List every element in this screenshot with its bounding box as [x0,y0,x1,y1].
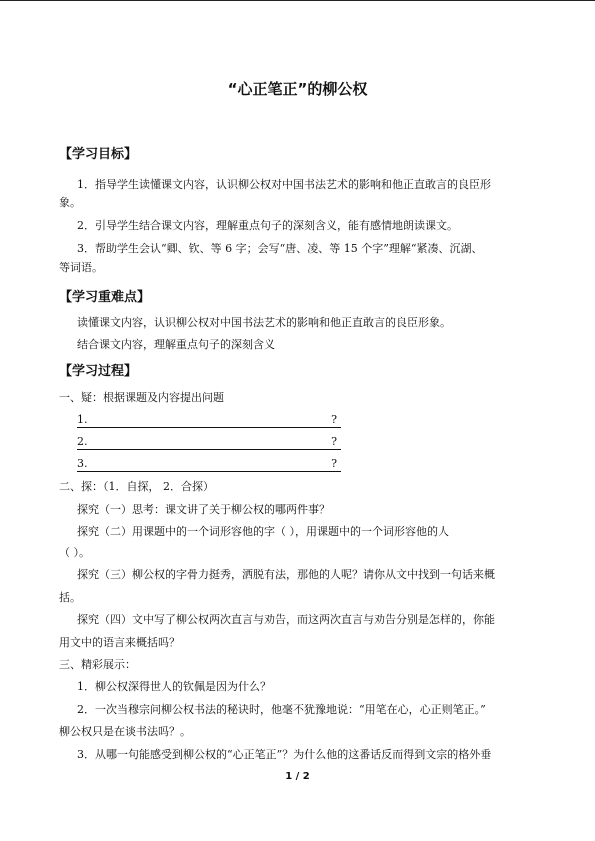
section-heading-goals: 【学习目标】 [59,147,138,162]
page-top-border [0,0,595,1]
section-heading-key-points: 【学习重难点】 [59,290,151,305]
show-2-line2: 柳公权只是在谈书法吗？。 [59,725,191,738]
answer-blank-2[interactable] [77,435,341,450]
key-point-line-1: 读懂课文内容，认识柳公权对中国书法艺术的影响和他正直敢言的良臣形象。 [77,316,451,329]
blank-number: 3. [77,457,88,470]
part-2-title: 二、探：（1．自探， 2．合探） [59,480,214,493]
key-point-line-2: 结合课文内容，理解重点句子的深刻含义 [77,338,275,351]
explore-3-line2: 括。 [59,591,81,604]
answer-blank-1[interactable] [77,413,341,428]
show-1: 1．柳公权深得世人的钦佩是因为什么？ [77,680,271,693]
explore-4-line1: 探究（四）文中写了柳公权两次直言与劝告，而这两次直言与劝告分别是怎样的，你能 [77,613,495,626]
goal-item-2: 2．引导学生结合课文内容，理解重点句子的深刻含义，能有感情地朗读课文。 [77,219,458,232]
explore-4-line2: 用文中的语言来概括吗？ [59,636,180,649]
page-title: “心正笔正”的柳公权 [227,80,368,98]
question-mark: ? [331,435,337,448]
section-heading-process: 【学习过程】 [59,364,138,379]
explore-2-line2: （ ）。 [59,546,90,559]
goal-item-1-line1: 1．指导学生读懂课文内容，认识柳公权对中国书法艺术的影响和他正直敢言的良臣形 [77,178,491,191]
show-2-line1: 2．一次当穆宗问柳公权书法的秘诀时，他毫不犹豫地说：“用笔在心，心正则笔正。” [77,703,486,716]
part-1-title: 一、疑：根据课题及内容提出问题 [59,391,224,404]
part-3-title: 三、精彩展示： [59,658,136,671]
page-number: 1 / 2 [285,771,310,782]
goal-item-3-line1: 3．帮助学生会认“卿、钦、等 6 字；会写“唐、凌、等 15 个字”理解“紧凑、沉湖、 [77,242,483,255]
question-mark: ? [331,457,337,470]
explore-1: 探究（一）思考：课文讲了关于柳公权的哪两件事？ [77,503,330,516]
answer-blank-3[interactable] [77,457,341,472]
show-3-line1: 3．从哪一句能感受到柳公权的“心正笔正”？为什么他的这番话反而得到文宗的格外垂 [77,748,492,761]
goal-item-3-line2: 等词语。 [59,261,103,274]
blank-number: 1. [77,413,88,426]
explore-3-line1: 探究（三）柳公权的字骨力挺秀，洒脱有法，那他的人呢？请你从文中找到一句话来概 [77,568,495,581]
explore-2-line1: 探究（二）用课题中的一个词形容他的字（ ），用课题中的一个词形容他的人 [77,525,449,538]
blank-number: 2. [77,435,88,448]
goal-item-1-line2: 象。 [59,196,81,209]
question-mark: ? [331,413,337,426]
